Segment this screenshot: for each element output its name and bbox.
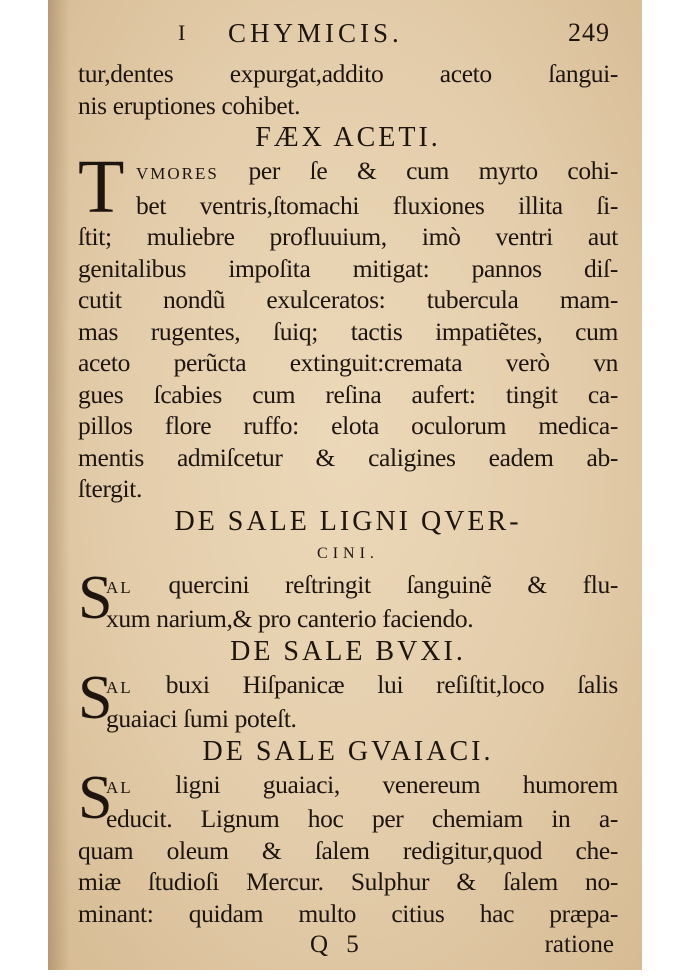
section-heading-faex-aceti: FÆX ACETI.: [255, 122, 441, 153]
small-caps-lead: VMORES: [136, 164, 219, 183]
section-heading-sale-buxi: DE SALE BVXI.: [230, 635, 466, 667]
book-page: [48, 0, 642, 970]
text-line: mentis admiſcetur & caligines eadem ab-: [78, 442, 618, 472]
intro-text: [78, 58, 618, 121]
small-caps-lead: AL: [106, 577, 133, 597]
text-line: tur,dentes expurgat,addito aceto ſangui-: [78, 59, 618, 88]
text-line: cutit nondũ exulceratos: tubercula mam-: [78, 285, 618, 314]
text-line: nis eruptiones cohibet.: [78, 90, 301, 120]
drop-cap: S: [78, 663, 113, 732]
section-subheading: CINI.: [317, 544, 379, 562]
paragraph-sale-ligni-quercini: [78, 563, 619, 635]
header-mark: I: [178, 20, 186, 45]
page-number: 249: [568, 18, 610, 47]
gutter-shadow: [48, 0, 70, 970]
signature-mark: Q 5: [310, 931, 365, 958]
running-header: [78, 14, 618, 58]
small-caps-lead: AL: [106, 677, 133, 697]
first-line-rest: buxi Hiſpanicæ lui reſiſtit,loco ſalis: [165, 669, 618, 699]
first-line-rest: per ſe & cum myrto cohi-: [248, 156, 619, 185]
drop-cap: S: [78, 763, 113, 832]
catchword: ratione: [544, 931, 614, 958]
small-caps-lead: AL: [106, 777, 133, 797]
section-heading-sale-ligni-quercini: DE SALE LIGNI QVER-: [174, 505, 522, 537]
text-line: [78, 769, 618, 804]
text-line: guaiaci ſumi poteſt.: [106, 704, 297, 733]
text-line: bet ventris,ſtomachi fluxiones illita ſi-: [136, 190, 618, 220]
running-title: CHYMICIS.: [228, 18, 403, 48]
paragraph-sale-buxi: [78, 663, 618, 735]
drop-cap: T: [78, 145, 125, 229]
text-line: xum narium,& pro canterio faciendo.: [106, 604, 474, 633]
text-line: mas rugentes, ſuiq; tactis impatiẽtes, cum: [78, 316, 618, 346]
first-line-rest: quercini reſtringit ſanguinẽ & flu-: [168, 569, 619, 599]
first-line-rest: ligni guaiaci, venereum humorem: [175, 769, 618, 799]
paragraph-faex-aceti: [78, 145, 619, 505]
text-line: [78, 155, 618, 190]
text-line: quam oleum & ſalem redigitur,quod che-: [78, 835, 618, 865]
text-line: ſtit; muliebre profluuium, imò ventri aut: [78, 222, 618, 251]
text-line: [78, 669, 618, 704]
paragraph-sale-guaiaci: [78, 763, 618, 930]
drop-cap: S: [78, 563, 113, 632]
text-line: [78, 569, 618, 604]
text-line: aceto perũcta extinguit:cremata verò vn: [78, 348, 618, 377]
text-line: educit. Lignum hoc per chemiam in a-: [106, 804, 618, 833]
text-line: pillos flore ruffo: elota oculorum medica-: [78, 411, 618, 440]
text-line: ſtergit.: [78, 474, 143, 503]
text-line: gues ſcabies cum reſina aufert: tingit ca-: [78, 379, 618, 409]
section-heading-sale-guaiaci: DE SALE GVAIACI.: [202, 735, 494, 767]
text-line: genitalibus impoſita mitigat: pannos diſ-: [78, 253, 618, 283]
page-footer: [78, 931, 618, 967]
text-line: miæ ſtudioſi Mercur. Sulphur & ſalem no-: [78, 867, 618, 896]
text-line: minant: quidam multo citius hac præpa-: [78, 898, 618, 928]
page-text: [78, 14, 618, 967]
